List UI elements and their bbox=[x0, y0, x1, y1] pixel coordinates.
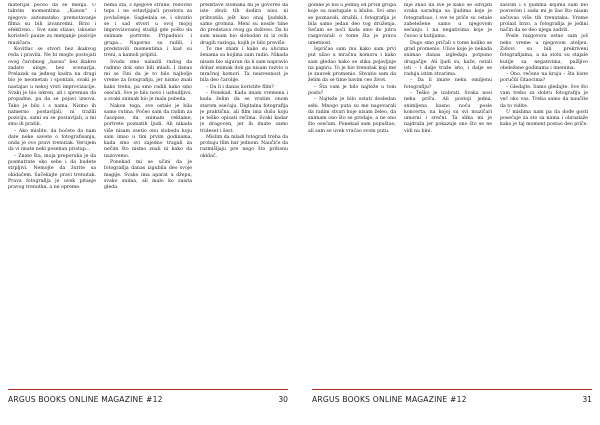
paragraph: godine je bio u jednoj od prvih grupa koje su nastupale u klubu. Svi smo se poznavali, družili, i fotografija je bila samo jedan deo tog druženja. Sećam se noći kada smo do jutra razgovarali o tome šta je prava umetnost. bbox=[308, 3, 396, 46]
paragraph: – Ako mislite, da hoćete da nam date neke savete o fotografisanju, onda je ovo pravi trenutak. Verujem da vi imate neki poseban pristup... bbox=[8, 128, 96, 153]
page-footer bbox=[312, 389, 592, 419]
paragraph: Nakon toga, sve ostalo je bila samo rutina. Počeo sam da radim za časopise, da snimam reklame, portrete poznatih ljudi. Ali nikada više nisam osetio onu slobodu koju sam imao u tim prvim godinama, kada smo svi zajedno tragali za nečim što nismo znali ni kako da nazovemo. bbox=[104, 103, 192, 159]
paragraph: materijal počeo da se menja. U takvim momentima „Kanon” i njegovo automatsko premotavanje filma su bili izvanredni. Brzo i efektivno... Sve sam stizao, iskusno koristeći pauze za menjanje pozicije muzičara. bbox=[8, 3, 96, 46]
paragraph: – Da li imate neku omiljenu fotografiju? bbox=[404, 78, 492, 90]
page-number: 31 bbox=[582, 395, 592, 404]
text-column bbox=[200, 3, 288, 386]
paragraph: – Teško je izabrati. Svaka nosi neku priču. Ali postoji jedna, snimljena kasno noću posle koncerta, na kojoj su svi muzičari umorni i srećni. Ta slika mi je najdraža jer pokazuje ono što se ne vidi na bini. bbox=[404, 90, 492, 134]
footer-rule bbox=[8, 389, 288, 390]
paragraph: – Najteže je bilo ostati dosledan sebi. Mnogo puta su me nagovarali da radim stvari koje nisam želeo, da snimam ono što se prodaje, a ne ono što osećam. Ponekad sam popuštao, ali sam se uvek vraćao svom putu. bbox=[308, 97, 396, 134]
text-column bbox=[308, 3, 396, 386]
paragraph: Mislim da mladi fotografi treba da probaju film bar jednom. Naučiće da razmišljaju pre nego što pritisnu okidač. bbox=[200, 134, 288, 159]
magazine-title: ARGUS BOOKS ONLINE MAGAZINE #12 bbox=[8, 395, 163, 404]
paragraph: To me znam i kako su ulicima ženama sa kojima sam radio. Nikada nisam bio siguran da li sam napravio dobar snimak dok ga nisam razvio u mračnoj komori. Ta neizvesnost je bila deo čarolije. bbox=[200, 46, 288, 84]
left-page bbox=[0, 0, 296, 425]
page-number: 30 bbox=[278, 395, 288, 404]
paragraph: nema šta, s njegove strane, redovno tepo i ne ostavljajući prostora za povlačenje. Sagledala se, i shvatio se i sad stvori u ovoj mojoj improvizovanoj studiji gde pošto da snimam portrete. Pripadnici i grupa... Naporno su radili, i predstavili momentima i kad su treni, a kamoli pripitii. bbox=[104, 3, 192, 59]
paragraph: – Ono, rečeno na kraju – šta biste poručili čitaocima? bbox=[500, 72, 588, 84]
paragraph: – Znate šta, moja preporuka je da posmatrate oko sebe i da budete strpljivi. Nemojte da žurite sa okidačem. Sačekajte pravi trenutak. Prava fotografija je uvek pitanje pravog trenutka, a ne opreme. bbox=[8, 153, 96, 191]
paragraph: U mislima nam pa da dođe gosti posećuje za sto sa nama i obrazlaže kako je taj moment postao deo priče. bbox=[500, 109, 588, 128]
paragraph: – Šta vam je bilo najteže u tom poslu? bbox=[308, 84, 396, 96]
page-footer bbox=[8, 389, 288, 419]
text-column bbox=[8, 3, 96, 386]
text-column bbox=[500, 3, 588, 386]
text-column bbox=[104, 3, 192, 386]
paragraph: Dugo smo pričali o tome koliko se grad promenio. Ulice koje je nekada snimao danas izgledaju potpuno drugačije. Ali ljudi su, kaže, ostali isti – i dalje traže isto, i dalje se raduju istim stvarima. bbox=[404, 40, 492, 78]
paragraph: Svuda smo nalazili razlog da radimo dok smo bili mladi. I danas mi se čini da je to bilo najbolje vreme za fotografiju, jer nismo znali kako treba, pa smo radili kako smo osećali. Sve je bilo novo i uzbudljivo, a svaki snimak bio je mala pobeda. bbox=[104, 59, 192, 103]
footer-rule bbox=[312, 389, 592, 390]
paragraph: – Da li i danas koristite film? bbox=[206, 84, 274, 90]
paragraph: nije znao da sve je kako se odvijati svaka saradnja sa ljudima koje je fotografisao, i sve te priče su ostale zabeležene samo u njegovom sećanju i na negativima koje je čuvao u kutijama. bbox=[404, 3, 492, 40]
paragraph: – Gledajte. Samo gledajte. Sve što vam treba za dobru fotografiju je već oko vas. Treba samo da naučite da to vidite. bbox=[500, 84, 588, 109]
paragraph: Ispričao sam mu kako sam prvi put ušao u mračnu komoru i kako sam gledao kako se slika pojavljuje na papiru. To je bio trenutak koji me je zauvek promenio. Shvatio sam da želim da se time bavim ceo život. bbox=[308, 46, 396, 84]
paragraph: Posle razgovora ostao sam još neko vreme u njegovom ateljeu. Zidovi su bili prekriveni fotografijama, a na stolu su stajale kutije sa negativima, pažljivo obeležene godinama i imenima. bbox=[500, 34, 588, 71]
paragraph: Ponekad mi se učini da je fotografija danas izgubila deo svoje magije. Svako ima aparat u džepu, svako snima, ali malo ko zaista gleda. bbox=[104, 160, 192, 191]
paragraph: sasvim i s ljudima kojima sam bio posvećen i sada mi je žao što nisam sačuvao više tih trenutaka. Vreme prolazi brzo, a fotografija je jedini način da se deo njega zadrži. bbox=[500, 3, 588, 34]
paragraph: – Ponekad. Kada imam vremena i kada želim da se vratim onom starom osećaju. Digitalna fotografija je praktična, ali film ima dušu koju je teško opisati rečima. Svaki kadar je dragocen, jer ih imate samo trideset i šest. bbox=[200, 90, 288, 134]
paragraph: Kovitlac se stvori bez ikakvog reda i pravila. Ne bi moglo postojati ovog čarobnog „haosa” bez ikakve zadate uloge, bez scenarija. Prelazak sa jednog kadra na drugi bio je neometan i spontan, svaki je nastajao u nekoj vrsti improvizacije. Svaki je bio iskren, ali i spreman da propadne, pa da se pojavi iznova. Tako je bilo i s nama. Nismo ih namerno postavljali, ni tražili poziciju, sami su se postavljali, a mi smo ih pratili. bbox=[8, 46, 96, 128]
paragraph: predstave stomaka mi je govoreo da iste zbuti tih dodira nisu ni prihvatila jošt kao onaj ljudskih, samo gromna. Meni su nosile time do predstava ovog ga doživeo. Da bi sam nisam bio slobodan ni iz ovih drugih razloga, kojih je bilo previše. bbox=[200, 3, 288, 46]
magazine-title: ARGUS BOOKS ONLINE MAGAZINE #12 bbox=[312, 395, 467, 404]
text-column bbox=[404, 3, 492, 386]
right-page bbox=[304, 0, 600, 425]
